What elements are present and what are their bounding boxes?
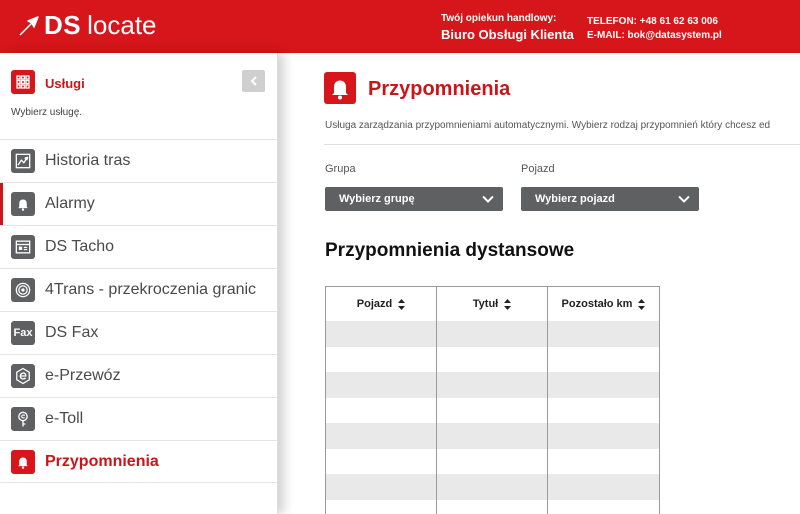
table-row [326,347,659,373]
sort-icon [504,299,511,310]
table-header [326,287,659,321]
sidebar-item-label: Przypomnienia [45,452,159,470]
group-label: Grupa [325,163,356,175]
sidebar-header [0,53,277,109]
contact-info [587,15,722,43]
sidebar-item-4trans[interactable] [0,268,278,311]
column-header-label: Tytuł [472,298,499,310]
logo-locate-text: locate [87,10,157,40]
logo-arrow-icon [18,15,40,37]
bell-icon [11,192,35,216]
map-history-icon [11,149,35,173]
tachograph-icon [11,235,35,259]
sidebar-item-ds-fax[interactable] [0,311,278,354]
column-header-tytul[interactable] [437,287,548,321]
e-transport-icon [11,364,35,388]
chevron-down-icon [677,192,691,206]
table-row [326,423,659,449]
grid-icon [11,70,35,94]
sidebar-item-label: Historia tras [45,152,131,169]
sidebar-item-label: e-Toll [45,410,84,427]
ds-locate-logo[interactable] [18,10,157,41]
section-title: Przypomnienia dystansowe [325,240,575,261]
table-row [326,321,659,347]
sidebar-item-ds-tacho[interactable] [0,225,278,268]
page-title: Przypomnienia [368,78,511,100]
group-select[interactable] [325,187,503,211]
table-row [326,500,659,514]
table-row [326,474,659,500]
account-manager-value: Biuro Obsługi Klienta [441,27,574,42]
sidebar-item-e-przewoz[interactable] [0,354,278,397]
account-manager-label: Twój opiekun handlowy: [441,13,557,24]
chevron-left-icon [248,75,260,87]
top-header [0,0,800,53]
sidebar-item-e-toll[interactable] [0,397,278,440]
sidebar-item-label: DS Fax [45,324,99,341]
sort-icon [638,299,645,310]
sidebar-title: Usługi [45,76,85,91]
column-header-pozostalo-km[interactable] [548,287,659,321]
bell-icon [11,450,35,474]
bell-icon [324,72,356,104]
sidebar-item-przypomnienia[interactable] [0,440,278,483]
phone-line: TELEFON: +48 61 62 63 006 [587,16,718,27]
table-row [326,398,659,424]
chevron-down-icon [481,192,495,206]
vehicle-label: Pojazd [521,163,555,175]
sidebar-hint: Wybierz usługę. [11,107,83,118]
table-body [326,321,659,514]
border-crossing-icon [11,278,35,302]
sidebar-item-historia-tras[interactable] [0,139,278,182]
e-toll-icon [11,407,35,431]
distance-reminders-table [325,286,660,514]
divider [324,144,800,145]
sidebar-item-alarmy[interactable] [0,182,278,225]
email-line[interactable]: E-MAIL: bok@datasystem.pl [587,30,722,41]
vehicle-select-value: Wybierz pojazd [535,193,615,205]
services-sidebar [0,53,278,514]
group-select-value: Wybierz grupę [339,193,415,205]
sort-icon [398,299,405,310]
column-header-label: Pozostało km [561,298,633,310]
column-header-pojazd[interactable] [326,287,437,321]
sidebar-item-label: DS Tacho [45,238,115,255]
sidebar-item-label: e-Przewóz [45,367,121,384]
table-row [326,449,659,475]
sidebar-item-label: Alarmy [45,195,95,212]
table-row [326,372,659,398]
sidebar-item-label: 4Trans - przekroczenia granic [45,281,257,298]
fax-icon: Fax [11,321,35,345]
main-content [278,53,800,514]
account-manager [441,13,574,42]
logo-ds-text: DS [44,10,82,40]
collapse-sidebar-button[interactable] [242,70,265,92]
page-description: Usługa zarządzania przypomnieniami automatycznymi. Wybierz rodzaj przypomnień który chcesz ed [325,120,771,131]
services-menu [0,139,278,483]
vehicle-select[interactable] [521,187,699,211]
column-header-label: Pojazd [356,298,393,310]
